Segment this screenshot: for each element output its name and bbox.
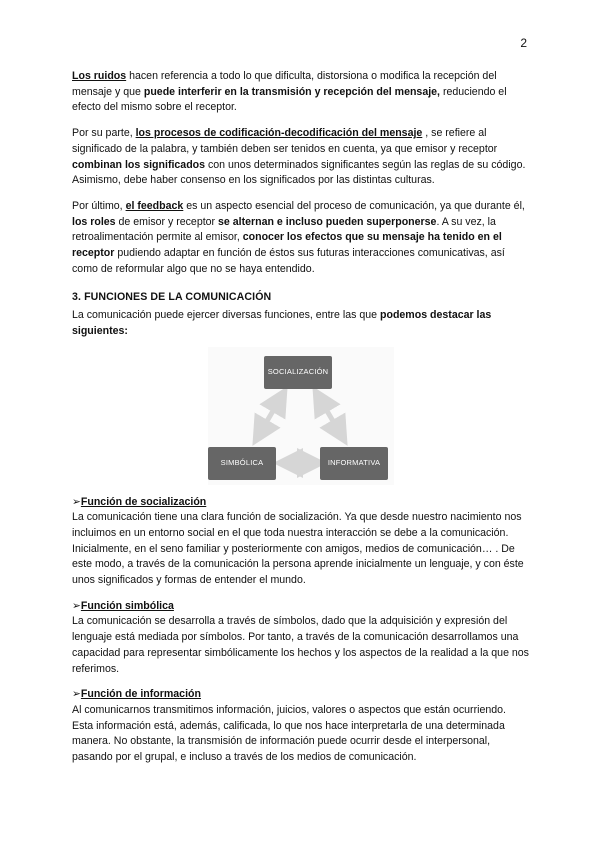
text: es un aspecto esencial del proceso de comunicación, ya que durante él, [183, 199, 525, 212]
term-ruidos: Los ruidos [72, 70, 127, 82]
emphasis: combinan los significados [72, 158, 206, 171]
function-title-simbolica [72, 599, 530, 615]
section-title: 3. FUNCIONES DE LA COMUNICACIÓN [72, 291, 272, 304]
bullet-arrow-icon: ➢ [72, 495, 81, 508]
emphasis: podemos destacar las siguientes: [72, 309, 492, 337]
text: La comunicación puede ejercer diversas funciones, entre las que [72, 309, 380, 322]
arrow-socializacion-simbolica [260, 399, 280, 433]
function-text-socializacion: La comunicación tiene una clara función de socialización. Ya que desde nuestro nacimiento nos incluimos en un entorno social en el que toda nuestra interacción se debe a la comunicación. Inicialmente, en el seno familiar y posteriormente con amigos, medios de comunicación… . De este modo, a través de la comunicación la persona aprende inicialmente un lenguaje, y con éste unos significados y formas de entender el mundo. [72, 511, 524, 587]
emphasis: se alternan e incluso pueden superponerse [218, 215, 437, 228]
text: hacen referencia a todo lo que dificulta, distorsiona o modifica la recepción del mensaje y que [72, 70, 497, 98]
function-title-informacion [72, 687, 530, 703]
function-title-text: Función de información [80, 688, 201, 701]
function-text-simbolica: La comunicación se desarrolla a través de símbolos, dado que la adquisición y expresión del lenguaje está mediada por símbolos. Por tanto, a través de la comunicación desarrollamos una capacidad para representar simbólicamente los hechos y los aspectos de la realidad a la que nos referimos. [72, 615, 529, 675]
section-intro [72, 308, 530, 339]
term-feedback: el feedback [125, 199, 184, 212]
function-title-socializacion [72, 495, 530, 511]
paragraph-feedback [72, 199, 530, 278]
text: de emisor y receptor [115, 215, 219, 228]
text: reduciendo el efecto del mismo sobre el receptor. [72, 85, 507, 114]
text: Por último, [72, 199, 126, 212]
document-body [72, 69, 530, 766]
emphasis: puede interferir en la transmisión y recepción del mensaje, [143, 85, 440, 98]
term-codificacion: los procesos de codificación-decodificación del mensaje [135, 127, 423, 140]
diagram-node-socializacion: SOCIALIZACIÓN [264, 356, 332, 389]
diagram-node-simbolica: SIMBÓLICA [208, 447, 276, 480]
arrow-socializacion-informativa [320, 399, 340, 433]
function-text-informacion: Al comunicarnos transmitimos información, juicios, valores o aspectos que están ocurriendo. Esta información está, además, calificada, lo que nos hace interpretarla de una determinada manera. No obstante, la transmisión de información puede ocurrir desde el interpersonal, pasando por el grupal, e incluso a través de los medios de comunicación. [72, 703, 506, 764]
emphasis: los roles [72, 215, 116, 228]
text: , se refiere al significado de la palabra, y también deben ser tenidos en cuenta, ya que emisor y receptor [72, 127, 498, 155]
bullet-arrow-icon: ➢ [72, 599, 81, 612]
diagram-node-informativa: INFORMATIVA [320, 447, 388, 480]
function-title-text: Función simbólica [80, 599, 174, 612]
text: con unos determinados significantes según las reglas de su código. Asimismo, debe haber consenso en los significados por las distintas culturas. [72, 158, 526, 187]
text: . A su vez, la retroalimentación permite al emisor, [72, 215, 496, 244]
page-number: 2 [520, 36, 527, 50]
paragraph-ruidos [72, 69, 530, 116]
text: pudiendo adaptar en función de éstos sus futuras interacciones comunicativas, así como de reformular algo que no se haya entendido. [72, 247, 505, 275]
text: Por su parte, [72, 127, 136, 140]
function-title-text: Función de socialización [80, 495, 207, 508]
paragraph-codificacion [72, 126, 530, 189]
bullet-arrow-icon: ➢ [72, 688, 81, 701]
functions-diagram [208, 347, 394, 485]
emphasis: conocer los efectos que su mensaje ha tenido en el receptor [72, 231, 502, 260]
